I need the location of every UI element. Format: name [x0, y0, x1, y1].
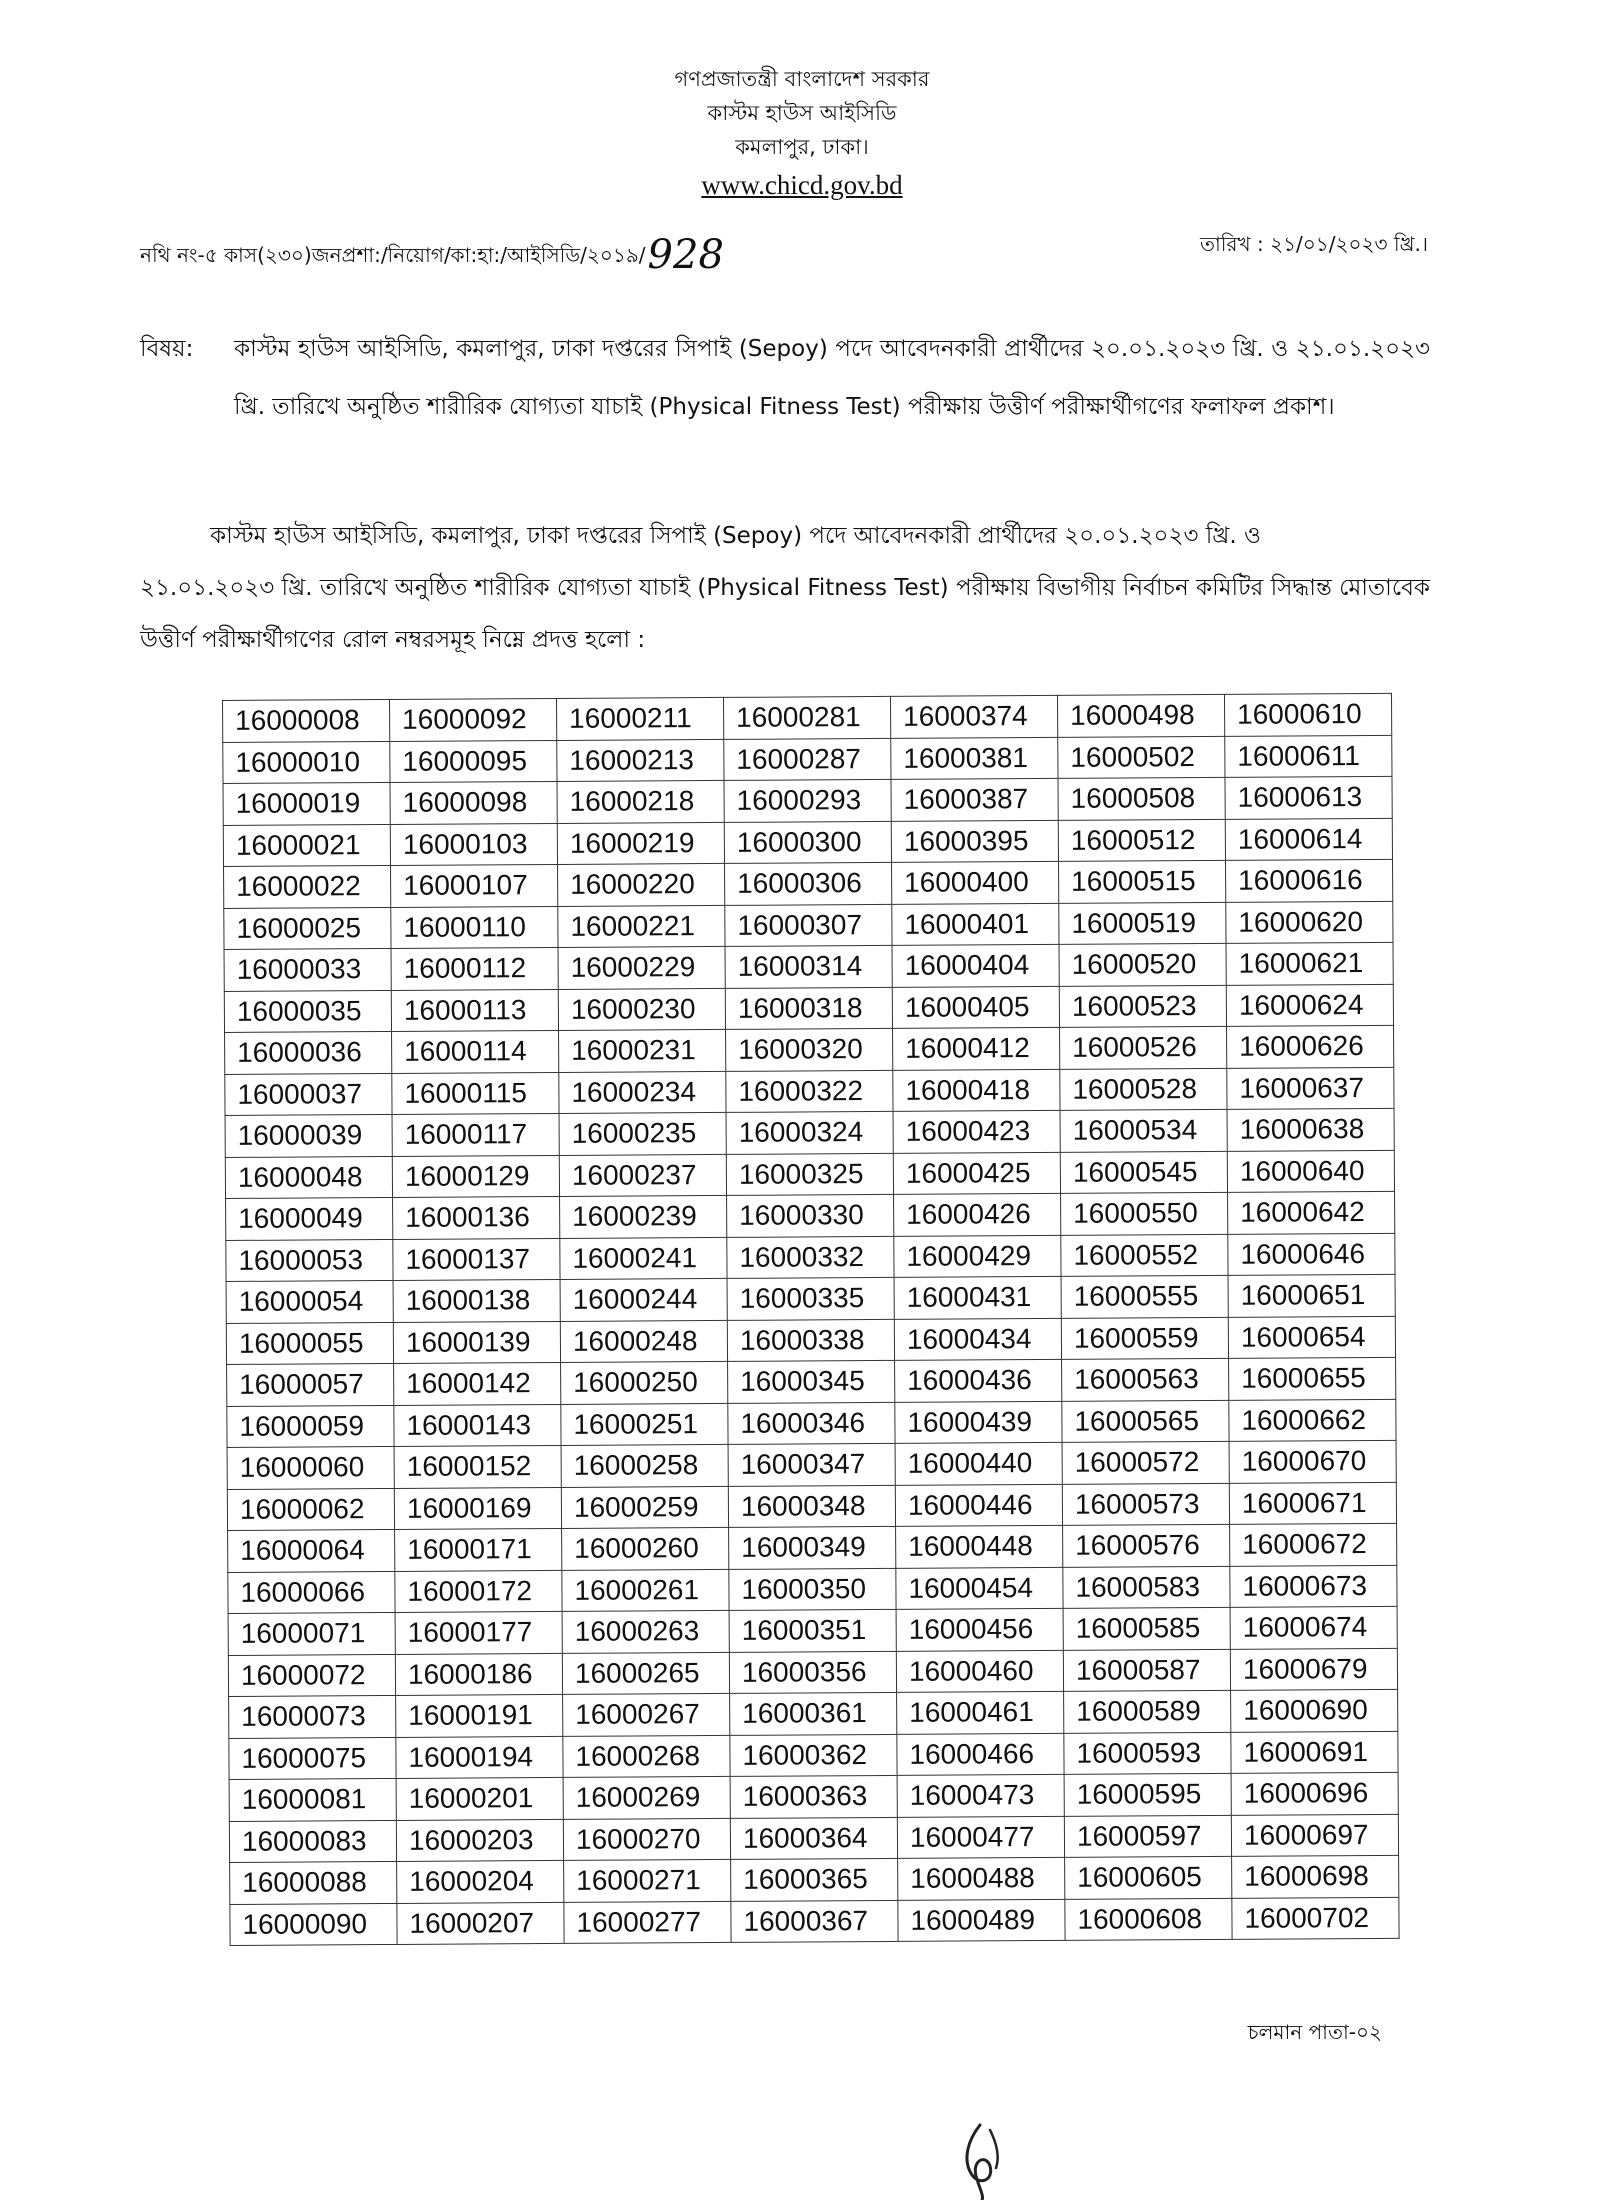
- roll-number-cell: 16000048: [225, 1156, 392, 1199]
- roll-number-cell: 16000434: [894, 1318, 1061, 1361]
- roll-number-cell: 16000611: [1225, 735, 1392, 778]
- roll-number-cell: 16000251: [561, 1403, 728, 1446]
- roll-number-cell: 16000117: [392, 1113, 559, 1156]
- roll-number-cell: 16000330: [727, 1194, 894, 1237]
- roll-number-cell: 16000454: [896, 1567, 1063, 1610]
- table-row: [225, 1025, 1394, 1074]
- roll-number-cell: 16000595: [1064, 1773, 1231, 1816]
- roll-number-cell: 16000171: [395, 1528, 562, 1571]
- roll-number-cell: 16000349: [729, 1526, 896, 1569]
- subject-label: বিষয়:: [140, 336, 194, 362]
- table-row: [228, 1523, 1397, 1572]
- roll-number-cell: 16000221: [558, 905, 725, 948]
- letterhead: [0, 62, 1604, 206]
- roll-number-cell: 16000637: [1227, 1067, 1394, 1110]
- roll-number-cell: 16000565: [1062, 1400, 1229, 1443]
- roll-number-cell: 16000552: [1061, 1234, 1228, 1277]
- roll-number-cell: 16000672: [1230, 1523, 1397, 1566]
- roll-number-cell: 16000583: [1063, 1566, 1230, 1609]
- roll-number-cell: 16000702: [1232, 1897, 1399, 1940]
- roll-number-cell: 16000502: [1058, 736, 1225, 779]
- roll-number-cell: 16000640: [1227, 1150, 1394, 1193]
- table-row: [223, 693, 1392, 742]
- roll-number-cell: 16000345: [728, 1360, 895, 1403]
- roll-number-cell: 16000186: [395, 1653, 562, 1696]
- roll-number-cell: 16000039: [225, 1114, 392, 1157]
- website-link[interactable]: www.chicd.gov.bd: [701, 170, 903, 200]
- roll-number-cell: 16000033: [224, 948, 391, 991]
- roll-number-cell: 16000008: [223, 699, 390, 742]
- roll-number-cell: 16000138: [393, 1279, 560, 1322]
- roll-number-cell: 16000585: [1063, 1607, 1230, 1650]
- roll-number-cell: 16000523: [1059, 985, 1226, 1028]
- roll-number-cell: 16000646: [1228, 1233, 1395, 1276]
- roll-number-cell: 16000071: [228, 1612, 395, 1655]
- roll-number-cell: 16000250: [561, 1361, 728, 1404]
- roll-number-cell: 16000261: [562, 1569, 729, 1612]
- roll-number-cell: 16000563: [1062, 1358, 1229, 1401]
- roll-number-cell: 16000655: [1229, 1357, 1396, 1400]
- roll-number-cell: 16000555: [1061, 1275, 1228, 1318]
- roll-number-cell: 16000207: [397, 1902, 564, 1945]
- roll-number-cell: 16000332: [727, 1236, 894, 1279]
- roll-number-cell: 16000361: [730, 1692, 897, 1735]
- roll-number-cell: 16000203: [396, 1819, 563, 1862]
- roll-number-cell: 16000136: [393, 1196, 560, 1239]
- roll-number-cell: 16000405: [892, 986, 1059, 1029]
- roll-number-cell: 16000412: [893, 1027, 1060, 1070]
- roll-number-cell: 16000204: [397, 1860, 564, 1903]
- roll-number-cell: 16000092: [389, 698, 556, 741]
- roll-number-cell: 16000423: [893, 1110, 1060, 1153]
- roll-number-cell: 16000528: [1060, 1068, 1227, 1111]
- roll-number-cell: 16000267: [563, 1693, 730, 1736]
- roll-number-cell: 16000356: [729, 1651, 896, 1694]
- roll-number-cell: 16000473: [897, 1774, 1064, 1817]
- subject-text: কাস্টম হাউস আইসিডি, কমলাপুর, ঢাকা দপ্তরের সিপাই (Sepoy) পদে আবেদনকারী প্রার্থীদের ২০.০১.২০২৩ খ্রি. ও ২১.০১.২০২৩ খ্রি. তারিখে অনুষ্ঠিত শারীরিক যোগ্যতা যাচাই (Physical Fitness Test) পরীক্ষায় উত্তীর্ণ পরীক্ষার্থীগণের ফলাফল প্রকাশ।: [234, 336, 1430, 420]
- roll-number-cell: 16000320: [726, 1028, 893, 1071]
- roll-number-cell: 16000351: [729, 1609, 896, 1652]
- roll-number-cell: 16000095: [390, 740, 557, 783]
- table-row: [227, 1399, 1396, 1448]
- table-row: [229, 1689, 1398, 1738]
- roll-number-cell: 16000229: [558, 946, 725, 989]
- roll-number-cell: 16000401: [892, 903, 1059, 946]
- roll-number-cell: 16000103: [390, 823, 557, 866]
- office-location: কমলাপুর, ঢাকা।: [735, 135, 869, 159]
- table-row: [229, 1814, 1398, 1863]
- roll-number-cell: 16000572: [1062, 1441, 1229, 1484]
- roll-number-cell: 16000152: [394, 1445, 561, 1488]
- roll-number-cell: 16000626: [1227, 1025, 1394, 1068]
- roll-number-cell: 16000642: [1228, 1191, 1395, 1234]
- roll-number-cell: 16000697: [1231, 1814, 1398, 1857]
- roll-number-table: [222, 693, 1400, 1946]
- roll-number-cell: 16000431: [894, 1276, 1061, 1319]
- roll-number-cell: 16000589: [1064, 1690, 1231, 1733]
- table-row: [227, 1440, 1396, 1489]
- roll-number-cell: 16000400: [892, 861, 1059, 904]
- roll-number-cell: 16000143: [394, 1404, 561, 1447]
- table-row: [229, 1772, 1398, 1821]
- roll-number-cell: 16000057: [227, 1363, 394, 1406]
- roll-number-cell: 16000690: [1231, 1689, 1398, 1732]
- roll-number-cell: 16000679: [1230, 1648, 1397, 1691]
- table-row: [227, 1357, 1396, 1406]
- body-paragraph-first-line: কাস্টম হাউস আইসিডি, কমলাপুর, ঢাকা দপ্তরের সিপাই (Sepoy) পদে আবেদনকারী প্রার্থীদের ২০.০১.২০২৩ খ্রি. ও: [210, 523, 1261, 549]
- roll-number-cell: 16000691: [1231, 1731, 1398, 1774]
- roll-number-cell: 16000055: [226, 1322, 393, 1365]
- table-row: [228, 1565, 1397, 1614]
- signature-mark: [950, 2120, 1020, 2200]
- roll-number-cell: 16000277: [564, 1901, 731, 1944]
- roll-number-cell: 16000075: [229, 1737, 396, 1780]
- table-row: [228, 1606, 1397, 1655]
- roll-number-cell: 16000448: [896, 1525, 1063, 1568]
- roll-number-cell: 16000172: [395, 1570, 562, 1613]
- roll-number-cell: 16000115: [392, 1072, 559, 1115]
- roll-number-cell: 16000456: [896, 1608, 1063, 1651]
- table-row: [230, 1897, 1399, 1946]
- roll-number-cell: 16000395: [891, 820, 1058, 863]
- body-paragraph-continuation: ২১.০১.২০২৩ খ্রি. তারিখে অনুষ্ঠিত শারীরিক যোগ্যতা যাচাই (Physical Fitness Test) পরীক্ষায় বিভাগীয় নির্বাচন কমিটির সিদ্ধান্ত মোতাবেক উত্তীর্ণ পরীক্ষার্থীগণের রোল নম্বরসমূহ নিম্নে প্রদত্ত হলো :: [140, 575, 1430, 653]
- roll-number-cell: 16000673: [1230, 1565, 1397, 1608]
- table-row: [226, 1191, 1395, 1240]
- roll-number-cell: 16000230: [558, 988, 725, 1031]
- roll-number-cell: 16000019: [223, 782, 390, 825]
- roll-number-cell: 16000269: [563, 1776, 730, 1819]
- table-row: [227, 1482, 1396, 1531]
- roll-number-cell: 16000035: [224, 990, 391, 1033]
- roll-number-cell: 16000213: [557, 739, 724, 782]
- roll-number-cell: 16000512: [1058, 819, 1225, 862]
- roll-number-cell: 16000638: [1227, 1108, 1394, 1151]
- roll-number-cell: 16000060: [227, 1446, 394, 1489]
- roll-number-cell: 16000083: [229, 1820, 396, 1863]
- roll-number-cell: 16000169: [394, 1487, 561, 1530]
- roll-number-cell: 16000654: [1228, 1316, 1395, 1359]
- roll-number-cell: 16000616: [1225, 859, 1392, 902]
- roll-number-cell: 16000088: [230, 1861, 397, 1904]
- roll-number-cell: 16000322: [726, 1070, 893, 1113]
- memo-row: [140, 222, 1440, 278]
- table-row: [226, 1233, 1395, 1282]
- roll-number-cell: 16000608: [1065, 1898, 1232, 1941]
- roll-number-cell: 16000113: [391, 989, 558, 1032]
- roll-number-cell: 16000110: [391, 906, 558, 949]
- roll-number-cell: 16000066: [228, 1571, 395, 1614]
- roll-number-cell: 16000587: [1063, 1649, 1230, 1692]
- roll-number-cell: 16000621: [1226, 942, 1393, 985]
- roll-number-cell: 16000363: [730, 1775, 897, 1818]
- roll-number-cell: 16000488: [898, 1857, 1065, 1900]
- roll-number-cell: 16000362: [730, 1734, 897, 1777]
- roll-number-cell: 16000348: [728, 1485, 895, 1528]
- table-row: [230, 1855, 1399, 1904]
- roll-number-cell: 16000062: [227, 1488, 394, 1531]
- roll-number-cell: 16000263: [562, 1610, 729, 1653]
- roll-number-cell: 16000696: [1231, 1772, 1398, 1815]
- roll-number-cell: 16000515: [1059, 860, 1226, 903]
- roll-number-cell: 16000466: [897, 1733, 1064, 1776]
- roll-number-cell: 16000573: [1062, 1483, 1229, 1526]
- roll-number-cell: 16000219: [557, 822, 724, 865]
- roll-number-cell: 16000293: [724, 779, 891, 822]
- roll-number-cell: 16000220: [558, 863, 725, 906]
- roll-number-cell: 16000614: [1225, 818, 1392, 861]
- body-paragraph: [140, 510, 1430, 666]
- roll-number-cell: 16000307: [725, 904, 892, 947]
- roll-number-cell: 16000194: [396, 1736, 563, 1779]
- roll-number-cell: 16000287: [724, 738, 891, 781]
- roll-number-table-body: [223, 693, 1400, 1945]
- continued-page-note: চলমান পাতা-০২: [1247, 2020, 1382, 2044]
- roll-number-cell: 16000387: [891, 778, 1058, 821]
- roll-number-cell: 16000049: [226, 1197, 393, 1240]
- roll-number-cell: 16000260: [562, 1527, 729, 1570]
- roll-number-cell: 16000107: [391, 864, 558, 907]
- roll-number-cell: 16000381: [891, 737, 1058, 780]
- roll-number-cell: 16000610: [1224, 693, 1391, 736]
- roll-number-cell: 16000259: [561, 1486, 728, 1529]
- roll-number-cell: 16000010: [223, 741, 390, 784]
- roll-number-cell: 16000436: [895, 1359, 1062, 1402]
- table-row: [224, 942, 1393, 991]
- roll-number-cell: 16000114: [392, 1030, 559, 1073]
- roll-number-cell: 16000248: [560, 1320, 727, 1363]
- roll-number-cell: 16000129: [392, 1155, 559, 1198]
- roll-number-cell: 16000090: [230, 1903, 397, 1946]
- roll-number-cell: 16000281: [723, 696, 890, 739]
- roll-number-cell: 16000081: [229, 1778, 396, 1821]
- subject-block: [140, 320, 1430, 436]
- roll-number-cell: 16000426: [894, 1193, 1061, 1236]
- table-row: [226, 1316, 1395, 1365]
- roll-number-cell: 16000559: [1061, 1317, 1228, 1360]
- roll-number-cell: 16000404: [892, 944, 1059, 987]
- roll-number-cell: 16000520: [1059, 943, 1226, 986]
- roll-number-cell: 16000498: [1057, 694, 1224, 737]
- roll-number-cell: 16000025: [224, 907, 391, 950]
- roll-number-cell: 16000022: [224, 865, 391, 908]
- roll-number-cell: 16000054: [226, 1280, 393, 1323]
- roll-number-cell: 16000036: [225, 1031, 392, 1074]
- roll-number-cell: 16000365: [731, 1858, 898, 1901]
- roll-number-cell: 16000593: [1064, 1732, 1231, 1775]
- roll-number-cell: 16000346: [728, 1402, 895, 1445]
- roll-number-cell: 16000674: [1230, 1606, 1397, 1649]
- table-row: [228, 1648, 1397, 1697]
- roll-number-cell: 16000072: [228, 1654, 395, 1697]
- roll-number-cell: 16000418: [893, 1069, 1060, 1112]
- roll-number-cell: 16000218: [557, 780, 724, 823]
- roll-number-cell: 16000073: [229, 1695, 396, 1738]
- roll-number-cell: 16000300: [724, 821, 891, 864]
- roll-number-cell: 16000265: [562, 1652, 729, 1695]
- roll-number-cell: 16000508: [1058, 777, 1225, 820]
- table-row: [225, 1150, 1394, 1199]
- roll-number-cell: 16000519: [1059, 902, 1226, 945]
- roll-number-cell: 16000662: [1229, 1399, 1396, 1442]
- roll-number-cell: 16000270: [563, 1818, 730, 1861]
- table-row: [223, 776, 1392, 825]
- roll-number-cell: 16000338: [727, 1319, 894, 1362]
- table-row: [223, 818, 1392, 867]
- roll-number-cell: 16000605: [1065, 1856, 1232, 1899]
- roll-number-cell: 16000670: [1229, 1440, 1396, 1483]
- roll-number-cell: 16000460: [896, 1650, 1063, 1693]
- roll-number-cell: 16000235: [559, 1112, 726, 1155]
- roll-number-cell: 16000139: [393, 1321, 560, 1364]
- roll-number-cell: 16000241: [560, 1237, 727, 1280]
- roll-number-cell: 16000191: [396, 1694, 563, 1737]
- roll-number-cell: 16000318: [725, 987, 892, 1030]
- memo-number-prefix: নথি নং-৫ কাস(২৩০)জনপ্রশা:/নিয়োগ/কা:হা:/আইসিডি/২০১৯/: [140, 243, 646, 267]
- roll-number-cell: 16000350: [729, 1568, 896, 1611]
- roll-number-cell: 16000489: [898, 1899, 1065, 1942]
- roll-number-cell: 16000037: [225, 1073, 392, 1116]
- roll-number-cell: 16000374: [890, 695, 1057, 738]
- roll-number-cell: 16000314: [725, 945, 892, 988]
- roll-number-cell: 16000064: [228, 1529, 395, 1572]
- table-row: [229, 1731, 1398, 1780]
- roll-number-cell: 16000364: [730, 1817, 897, 1860]
- roll-number-cell: 16000446: [895, 1484, 1062, 1527]
- roll-number-cell: 16000237: [559, 1154, 726, 1197]
- roll-number-cell: 16000624: [1226, 984, 1393, 1027]
- roll-number-cell: 16000098: [390, 781, 557, 824]
- roll-number-cell: 16000211: [556, 697, 723, 740]
- table-row: [225, 1067, 1394, 1116]
- roll-number-cell: 16000177: [395, 1611, 562, 1654]
- roll-number-cell: 16000367: [731, 1900, 898, 1943]
- roll-number-cell: 16000698: [1232, 1855, 1399, 1898]
- roll-number-cell: 16000335: [727, 1277, 894, 1320]
- roll-number-cell: 16000461: [897, 1691, 1064, 1734]
- roll-number-cell: 16000112: [391, 947, 558, 990]
- table-row: [226, 1274, 1395, 1323]
- roll-number-cell: 16000550: [1061, 1192, 1228, 1235]
- table-row: [224, 984, 1393, 1033]
- table-row: [225, 1108, 1394, 1157]
- roll-number-cell: 16000201: [396, 1777, 563, 1820]
- roll-number-cell: 16000477: [897, 1816, 1064, 1859]
- roll-number-cell: 16000347: [728, 1443, 895, 1486]
- roll-number-cell: 16000440: [895, 1442, 1062, 1485]
- roll-number-cell: 16000545: [1060, 1151, 1227, 1194]
- government-name: গণপ্রজাতন্ত্রী বাংলাদেশ সরকার: [674, 67, 930, 91]
- roll-number-cell: 16000597: [1064, 1815, 1231, 1858]
- roll-number-cell: 16000429: [894, 1235, 1061, 1278]
- table-row: [224, 901, 1393, 950]
- roll-number-cell: 16000306: [725, 862, 892, 905]
- roll-number-cell: 16000526: [1060, 1026, 1227, 1069]
- memo-number: [140, 232, 724, 278]
- roll-number-cell: 16000021: [223, 824, 390, 867]
- table-row: [224, 859, 1393, 908]
- roll-number-cell: 16000613: [1225, 776, 1392, 819]
- roll-number-cell: 16000258: [561, 1444, 728, 1487]
- roll-number-cell: 16000137: [393, 1238, 560, 1281]
- roll-number-cell: 16000053: [226, 1239, 393, 1282]
- roll-number-cell: 16000651: [1228, 1274, 1395, 1317]
- roll-number-cell: 16000059: [227, 1405, 394, 1448]
- roll-number-cell: 16000534: [1060, 1109, 1227, 1152]
- roll-number-cell: 16000439: [895, 1401, 1062, 1444]
- roll-number-cell: 16000271: [564, 1859, 731, 1902]
- roll-number-cell: 16000425: [893, 1152, 1060, 1195]
- roll-number-cell: 16000576: [1063, 1524, 1230, 1567]
- roll-number-cell: 16000142: [394, 1362, 561, 1405]
- roll-number-cell: 16000324: [726, 1111, 893, 1154]
- roll-number-cell: 16000234: [559, 1071, 726, 1114]
- roll-number-cell: 16000239: [560, 1195, 727, 1238]
- roll-number-cell: 16000268: [563, 1735, 730, 1778]
- office-name: কাস্টম হাউস আইসিডি: [707, 101, 897, 125]
- roll-number-cell: 16000231: [559, 1029, 726, 1072]
- roll-number-cell: 16000620: [1226, 901, 1393, 944]
- roll-number-cell: 16000325: [726, 1153, 893, 1196]
- memo-number-handwritten: 928: [647, 232, 724, 278]
- roll-number-cell: 16000244: [560, 1278, 727, 1321]
- memo-date: তারিখ : ২১/০১/২০২৩ খ্রি.।: [1199, 232, 1428, 256]
- table-row: [223, 735, 1392, 784]
- roll-number-cell: 16000671: [1229, 1482, 1396, 1525]
